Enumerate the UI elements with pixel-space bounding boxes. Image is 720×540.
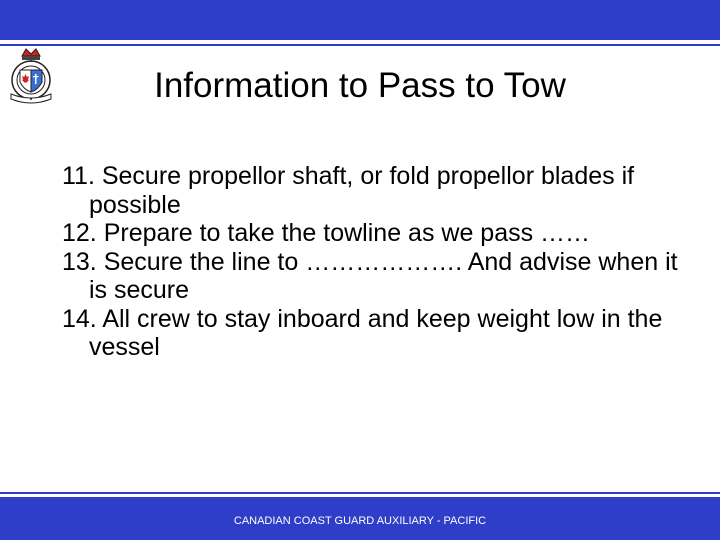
header-bar (0, 0, 720, 40)
slide-title: Information to Pass to Tow (154, 66, 566, 105)
footer-text: CANADIAN COAST GUARD AUXILIARY - PACIFIC (233, 515, 487, 527)
list-item: 14. All crew to stay inboard and keep weight low in the vessel (62, 304, 663, 361)
list-item: 13. Secure the line to ………………. And advise when it is secure (62, 247, 678, 304)
instruction-list (62, 162, 682, 362)
header-rule (0, 44, 720, 46)
list-item: 11. Secure propellor shaft, or fold propellor blades if possible (62, 162, 635, 219)
list-item: 12. Prepare to take the towline as we pass …… (62, 219, 591, 247)
footer-rule (0, 492, 720, 494)
